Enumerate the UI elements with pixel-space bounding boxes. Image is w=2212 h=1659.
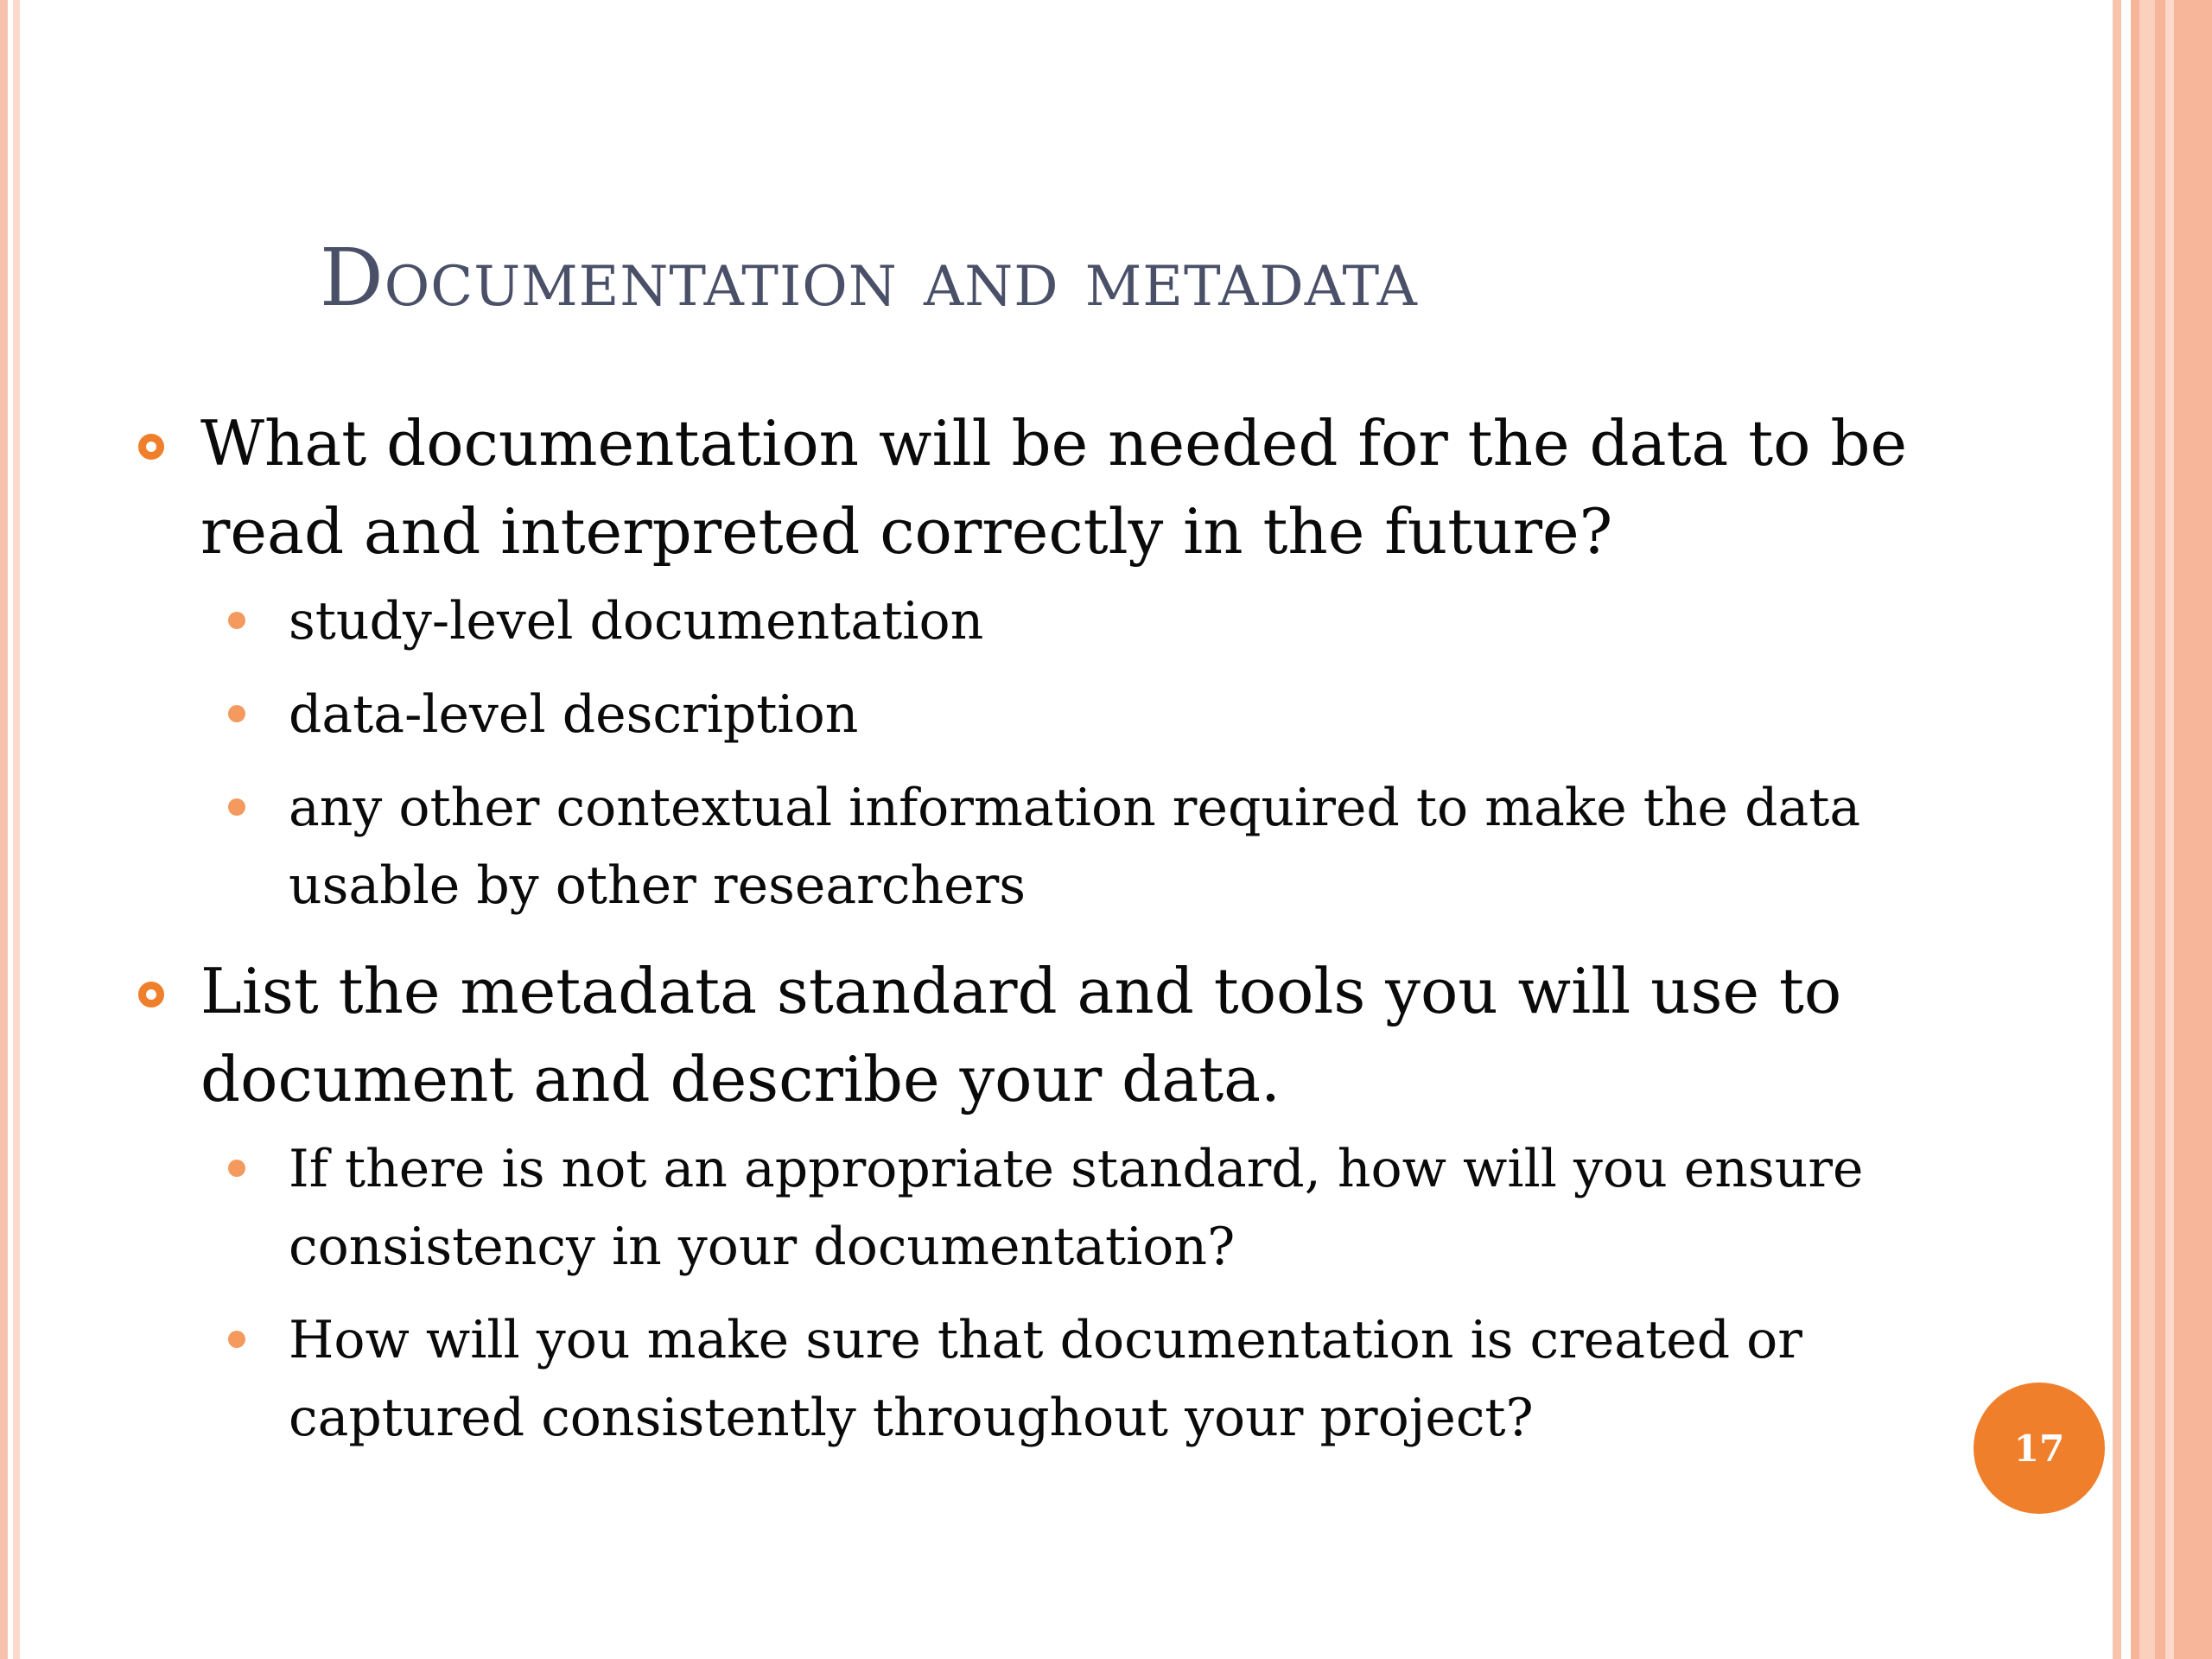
sub-bullet-item [130,582,1987,660]
right-border-stripe-pale [2165,0,2174,1659]
sub-bullet-text: data-level description [289,684,859,745]
dot-bullet-icon [228,1160,245,1177]
ring-bullet-icon [138,982,164,1007]
bullet-item [130,399,1987,575]
slide-title: Documentation and metadata [320,232,1418,324]
sub-bullet-text: study-level documentation [289,591,984,652]
sub-bullet-item [130,769,1987,925]
dot-bullet-icon [228,612,245,629]
dot-bullet-icon [228,798,245,816]
bullet-text: What documentation will be needed for the data to be read and interpreted correctly in the future? [200,407,1908,568]
bullet-text: List the metadata standard and tools you will use to document and describe your data. [200,955,1842,1116]
sub-bullet-text: How will you make sure that documentation is created or captured consistently throughout your project? [289,1310,1802,1448]
ring-bullet-icon [138,434,164,460]
sub-bullet-text: any other contextual information required to make the data usable by other researchers [289,778,1861,916]
sub-bullet-text: If there is not an appropriate standard, how will you ensure consistency in your documentation? [289,1139,1864,1277]
dot-bullet-icon [228,1331,245,1348]
page-number-badge: 17 [1974,1382,2105,1514]
left-border-decoration [0,0,8,1659]
slide-content [130,399,1987,1472]
sub-bullet-item [130,676,1987,753]
right-border-stripe-light [2139,0,2155,1659]
right-border-stripe [2113,0,2121,1659]
dot-bullet-icon [228,705,245,722]
sub-bullet-item [130,1130,1987,1286]
left-border-decoration-inner [13,0,20,1659]
bullet-item [130,947,1987,1123]
sub-bullet-item [130,1301,1987,1457]
